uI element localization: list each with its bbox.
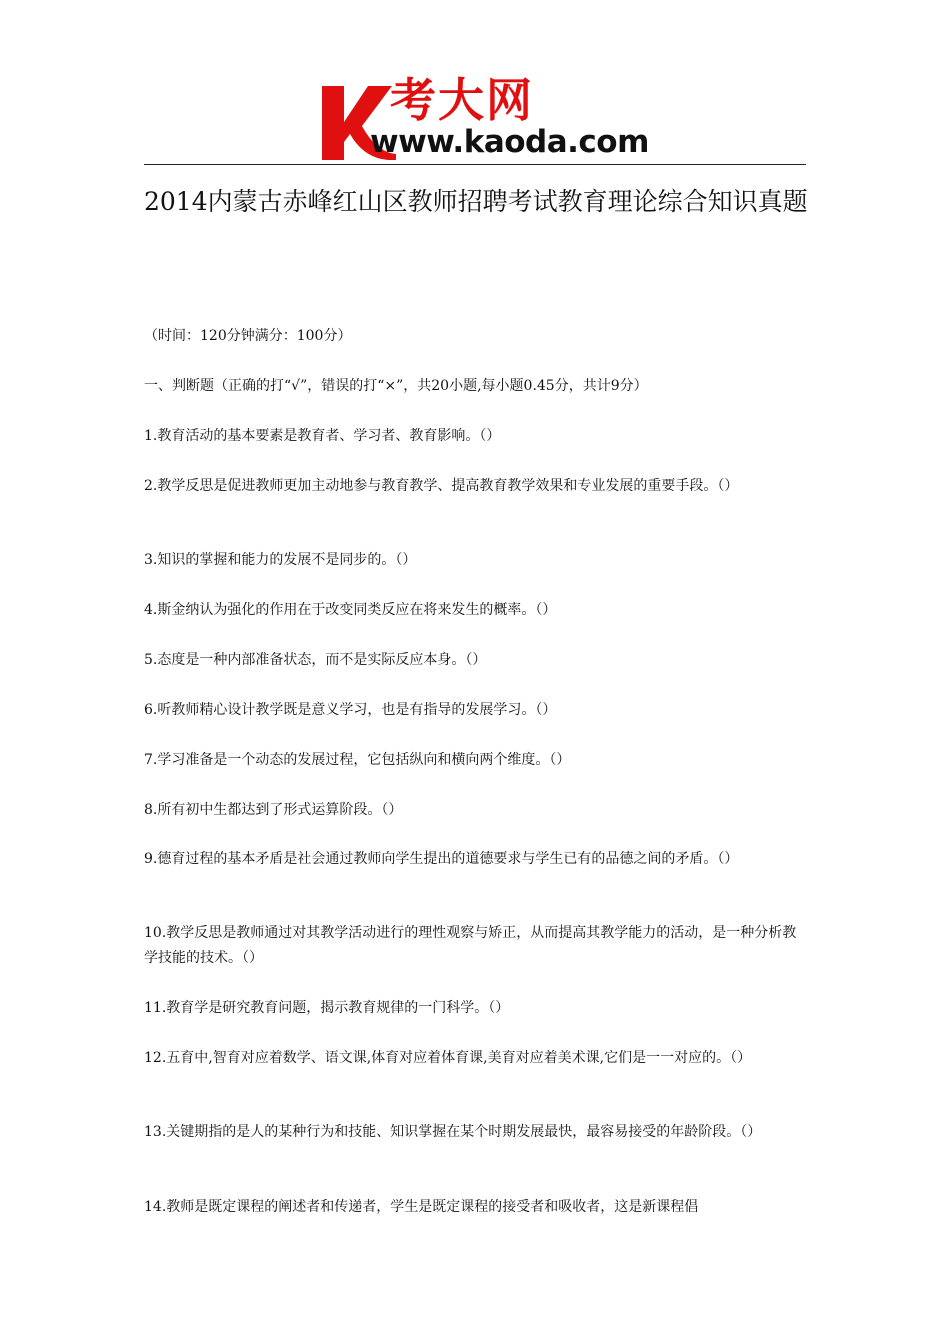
question-item: 6.听教师精心设计教学既是意义学习，也是有指导的发展学习。（） <box>144 702 557 718</box>
question-item: 10.教学反思是教师通过对其教学活动进行的理性观察与矫正，从而提高其教学能力的活动，是一种分析教学技能的技术。（） <box>144 925 797 966</box>
section-heading: 一、判断题（正确的打“√”，错误的打“×”，共20小题,每小题0.45分，共计9分） <box>144 378 648 394</box>
question-item: 5.态度是一种内部准备状态，而不是实际反应本身。（） <box>144 652 487 668</box>
logo-chinese-text: 考大网 <box>390 73 534 127</box>
logo-url-text: www.kaoda.com <box>370 124 649 160</box>
question-item: 4.斯金纳认为强化的作用在于改变同类反应在将来发生的概率。（） <box>144 602 557 618</box>
question-item: 2.教学反思是促进教师更加主动地参与教育教学、提高教育教学效果和专业发展的重要手段。（） <box>144 478 739 494</box>
header-divider <box>144 164 806 165</box>
question-item: 13.关键期指的是人的某种行为和技能、知识掌握在某个时期发展最快，最容易接受的年龄阶段。（） <box>144 1124 762 1140</box>
document-title: 2014内蒙古赤峰红山区教师招聘考试教育理论综合知识真题 <box>144 187 808 216</box>
question-item: 14.教师是既定课程的阐述者和传递者，学生是既定课程的接受者和吸收者，这是新课程倡 <box>144 1199 699 1215</box>
question-item: 11.教育学是研究教育问题，揭示教育规律的一门科学。（） <box>144 1000 510 1016</box>
question-item: 9.德育过程的基本矛盾是社会通过教师向学生提出的道德要求与学生已有的品德之间的矛盾。（） <box>144 851 739 867</box>
question-item: 12.五育中,智育对应着数学、语文课,体育对应着体育课,美育对应着美术课,它们是一一对应的。（） <box>144 1050 752 1066</box>
question-item: 3.知识的掌握和能力的发展不是同步的。（） <box>144 552 417 568</box>
question-item: 7.学习准备是一个动态的发展过程，它包括纵向和横向两个维度。（） <box>144 752 571 768</box>
question-item: 8.所有初中生都达到了形式运算阶段。（） <box>144 802 403 818</box>
exam-info: （时间：120分钟满分：100分） <box>144 328 352 344</box>
question-item: 1.教育活动的基本要素是教育者、学习者、教育影响。（） <box>144 428 501 444</box>
kaoda-logo[interactable] <box>318 73 649 162</box>
